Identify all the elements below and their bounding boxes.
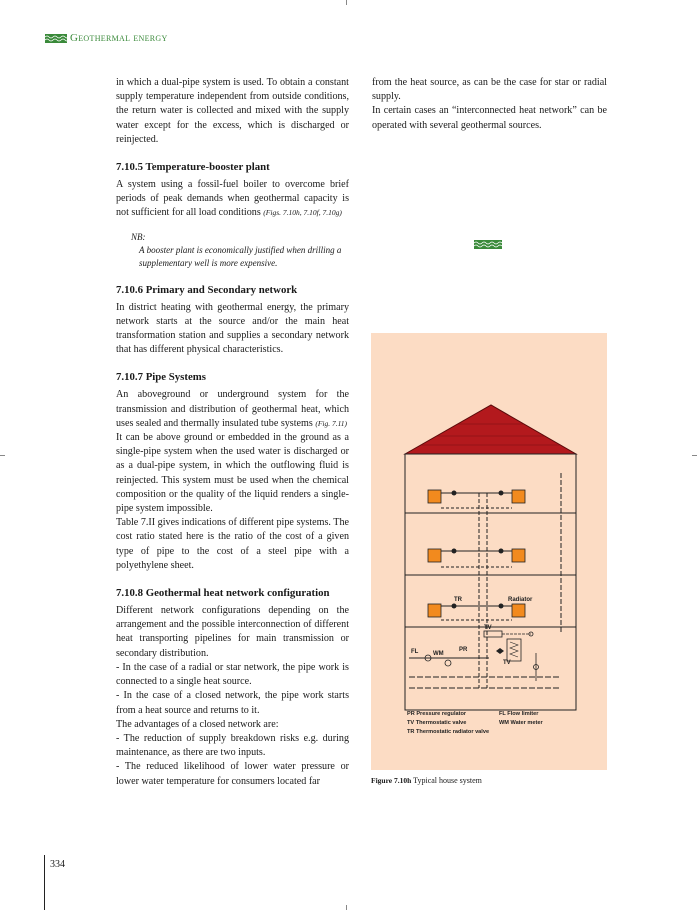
section-paragraph: Different network configurations depending on the arrangement and the possible interconnection of different heat transporting pipelines for main transmission or secondary distribution. <box>116 605 349 659</box>
radiator <box>512 549 525 562</box>
wave-pattern-icon <box>474 240 502 249</box>
radiator <box>512 490 525 503</box>
section-paragraph: from the heat source, as can be the case for star or radial supply. <box>372 77 607 103</box>
crop-mark <box>346 905 347 910</box>
running-header <box>45 31 168 45</box>
label-tv2: TV <box>503 660 511 666</box>
label-tr: TR <box>454 597 462 603</box>
section-paragraph <box>116 388 349 431</box>
crop-mark <box>0 455 5 456</box>
label-radiator: Radiator <box>508 597 533 603</box>
valve <box>499 604 504 609</box>
exchanger-coil <box>510 642 518 657</box>
label-wm: WM <box>433 651 444 657</box>
label-pr: PR <box>459 647 468 653</box>
crop-mark <box>692 455 697 456</box>
left-column <box>116 76 349 789</box>
valve <box>499 491 504 496</box>
valve <box>499 549 504 554</box>
body-text: A system using a fossil-fuel boiler to overcome brief periods of peak demands when geothermal capacity is not sufficient for all load conditions <box>116 179 349 219</box>
figure-reference: (Figs. 7.10h, 7.10f, 7.10g) <box>263 208 342 218</box>
legend-wm: WM Water meter <box>499 720 543 726</box>
figure-caption <box>371 776 482 785</box>
figure-caption-text: Typical house system <box>413 776 482 785</box>
section-paragraph: - The reduced likelihood of lower water pressure or lower water temperature for consumers located far <box>116 761 349 787</box>
section-heading-7-10-5: 7.10.5 Temperature-booster plant <box>116 161 270 174</box>
label-fl: FL <box>411 649 419 655</box>
section-paragraph: - In the case of a radial or star network, the pipe work is connected to a single heat source. <box>116 661 349 688</box>
label-tv: TV <box>484 625 492 631</box>
section-paragraph: - In the case of a closed network, the pipe work starts from a heat source and returns to it. <box>116 690 349 716</box>
legend-tv: TV Thermostatic valve <box>407 720 467 726</box>
nb-text: A booster plant is economically justified when drilling a supplementary well is more expensive. <box>139 244 342 268</box>
valve <box>452 604 457 609</box>
wave-pattern-icon <box>45 34 67 43</box>
section-heading-7-10-7: 7.10.7 Pipe Systems <box>116 371 206 384</box>
section-paragraph: Table 7.II gives indications of different pipe systems. The cost ratio stated here is the ratio of the cost of a given type of pipe to the cost of a steel pipe with a polyethylene sheet. <box>116 517 349 571</box>
radiator <box>428 604 441 617</box>
radiator <box>512 604 525 617</box>
section-paragraph: - The reduction of supply breakdown risks e.g. during maintenance, as there are two inputs. <box>116 732 349 759</box>
right-column <box>372 76 607 133</box>
page-margin-rule <box>44 855 45 910</box>
nb-note <box>131 231 349 270</box>
legend-fl: FL Flow limiter <box>499 711 539 717</box>
pressure-regulator <box>445 660 451 666</box>
section-paragraph: In district heating with geothermal energy, the primary network starts at the source and/or the main heat transformation station and supplies a secondary network that has different physical characteristics. <box>116 301 349 356</box>
radiator-group <box>428 549 525 568</box>
legend-tr: TR Thermostatic radiator valve <box>407 729 490 735</box>
radiator-group <box>428 604 525 621</box>
legend-pr: PR Pressure regulator <box>407 711 467 717</box>
figure-legend <box>407 711 543 735</box>
valve <box>452 549 457 554</box>
nb-label: NB: <box>131 231 146 242</box>
valve <box>452 491 457 496</box>
thermostatic-valve-2 <box>496 648 504 654</box>
intro-paragraph: in which a dual-pipe system is used. To obtain a constant supply temperature independent from outside conditions, the return water is collected and mixed with the supply water except for the excess, which is discharged or reinjected. <box>116 77 349 145</box>
radiator <box>428 549 441 562</box>
radiator-group <box>428 490 525 508</box>
radiator <box>428 490 441 503</box>
heat-exchanger <box>507 639 521 661</box>
house-system-figure <box>371 333 607 770</box>
section-heading-7-10-6: 7.10.6 Primary and Secondary network <box>116 283 298 296</box>
figure-reference: (Fig. 7.11) <box>315 418 348 428</box>
section-paragraph: It can be above ground or embedded in the ground as a single-pipe system when the used water is discharged or as a dual-pipe system, in which the outflowing fluid is reinjected. This system must be used when the chemical composition or the quality of the liquid renders a single-pipe system impossible. <box>116 432 349 515</box>
header-title: Geothermal energy <box>70 32 168 44</box>
page-number: 334 <box>50 859 65 870</box>
section-paragraph: In certain cases an “interconnected heat network” can be operated with several geothermal sources. <box>372 105 607 131</box>
body-text: An aboveground or underground system for the transmission and distribution of geothermal heat, which uses sealed and thermally insulated tube systems <box>116 389 349 429</box>
section-paragraph <box>116 178 349 221</box>
crop-mark <box>346 0 347 5</box>
house-system-diagram <box>371 333 607 770</box>
section-heading-7-10-8: 7.10.8 Geothermal heat network configuration <box>116 587 330 600</box>
figure-caption-label: Figure 7.10h <box>371 776 412 785</box>
substation <box>409 625 561 688</box>
section-paragraph: The advantages of a closed network are: <box>116 718 279 730</box>
roof <box>405 405 576 454</box>
